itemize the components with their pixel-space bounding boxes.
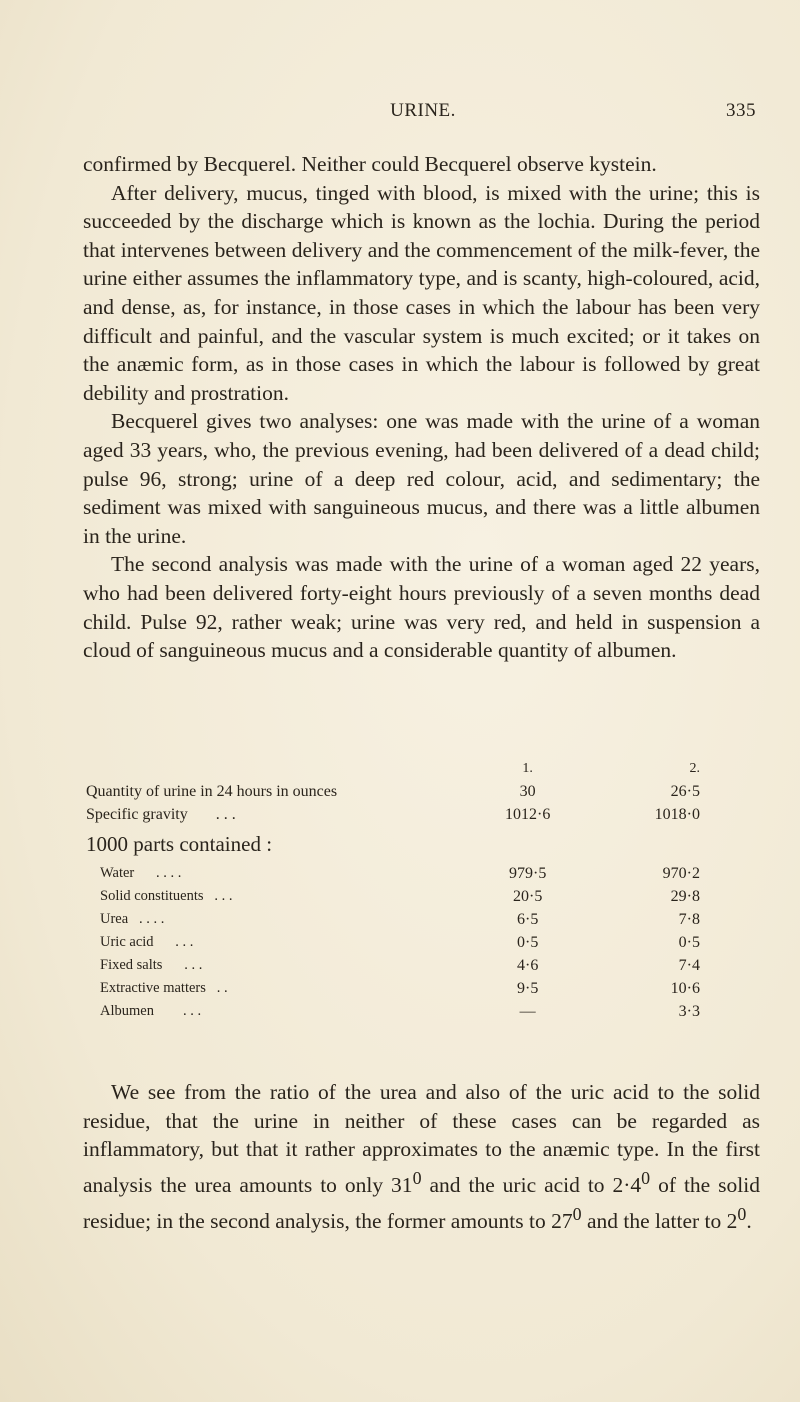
table-row xyxy=(86,780,706,803)
table-column-headers xyxy=(86,758,706,780)
page-number: 335 xyxy=(726,100,756,121)
cell-value-2: 7·4 xyxy=(678,956,700,974)
cell-value-1: 9·5 xyxy=(516,979,539,997)
running-title: URINE. xyxy=(390,100,456,121)
cell-value-2: 1018·0 xyxy=(654,805,700,823)
leader-dots: . . . xyxy=(182,1003,202,1019)
row-label: Extractive matters . . xyxy=(100,980,228,996)
table-row xyxy=(86,977,706,1000)
table-row xyxy=(86,931,706,954)
table-section-heading xyxy=(86,826,706,862)
cell-value-1: — xyxy=(519,1002,536,1020)
leader-dots: . . . xyxy=(214,888,233,904)
cell-value-2: 10·6 xyxy=(670,979,700,997)
leader-dots: . . . xyxy=(184,957,203,973)
cell-value-1: 979·5 xyxy=(508,864,547,882)
percent-fraction: 0 xyxy=(641,1167,651,1188)
leader-dots: . . . . xyxy=(139,911,165,927)
percent-fraction: 0 xyxy=(572,1203,582,1224)
cell-value-1: 6·5 xyxy=(516,910,539,928)
table-row xyxy=(86,803,706,826)
cell-value-2: 7·8 xyxy=(678,910,700,928)
table-row xyxy=(86,1000,706,1023)
table-row xyxy=(86,908,706,931)
cell-value-1: 0·5 xyxy=(516,933,539,951)
row-label: Albumen . . . xyxy=(100,1003,202,1019)
leader-dots: . . . xyxy=(215,805,236,823)
row-label: Water . . . . xyxy=(100,865,182,881)
row-label: Urea . . . . xyxy=(100,911,165,927)
paragraph: The second analysis was made with the urine of a woman aged 22 years, who had been delivered forty-eight hours previously of a seven months dead child. Pulse 92, rather weak; urine was very red, and held in suspension a cloud of sanguineous mucus and a considerable quantity of albumen. xyxy=(83,552,760,663)
cell-value-2: 3·3 xyxy=(678,1002,700,1020)
row-label: Specific gravity . . . xyxy=(86,805,236,823)
column-header-1: 1. xyxy=(522,761,533,776)
row-label: Uric acid . . . xyxy=(100,934,194,950)
analysis-table xyxy=(86,758,706,1023)
table-row xyxy=(86,954,706,977)
paragraph: Becquerel gives two analyses: one was made with the urine of a woman aged 33 years, who, the previous evening, had been delivered of a dead child; pulse 96, strong; urine of a deep red colour, acid, and sedimentary; the sediment was mixed with sanguineous mucus, and there was a little albumen in the urine. xyxy=(83,409,760,548)
running-header xyxy=(90,100,756,130)
table-row xyxy=(86,885,706,908)
leader-dots: . . . xyxy=(175,934,194,950)
column-header-2: 2. xyxy=(689,761,700,776)
paragraph: We see from the ratio of the urea and also of the uric acid to the solid residue, that the urine in neither of these cases can be regarded as inflammatory, but that it rather approximates to the anæmic type. In the first analysis the urea amounts to only $31^0$ and the uric acid to $2\cdot 4^0$ of the solid residue; in the second analysis, the former amounts to $27^0$ and the latter to $2^0$. xyxy=(83,1080,760,1233)
table-row xyxy=(86,862,706,885)
leader-dots: . . xyxy=(216,980,228,996)
cell-value-2: 29·8 xyxy=(670,887,700,905)
body-text-bottom xyxy=(83,1078,760,1235)
cell-value-2: 26·5 xyxy=(670,782,700,800)
paragraph: After delivery, mucus, tinged with blood, is mixed with the urine; this is succeeded by the discharge which is known as the lochia. During the period that intervenes between delivery and the commencement of the milk-fever, the urine either assumes the inflammatory type, and is scanty, high-coloured, acid, and dense, as, for instance, in those cases in which the labour has been very difficult and painful, and the vascular system is much excited; or it takes on the anæmic form, as in those cases in which the labour is followed by great debility and prostration. xyxy=(83,180,760,405)
body-text-top xyxy=(83,150,760,665)
cell-value-1: 20·5 xyxy=(512,887,543,905)
row-label: Quantity of urine in 24 hours in ounces xyxy=(86,782,338,800)
percent-fraction: 0 xyxy=(737,1203,747,1224)
percent-fraction: 0 xyxy=(412,1167,422,1188)
cell-value-2: 0·5 xyxy=(678,933,700,951)
cell-value-1: 30 xyxy=(519,782,536,800)
paragraph: confirmed by Becquerel. Neither could Becquerel observe kystein. xyxy=(83,152,657,176)
leader-dots: . . . . xyxy=(156,865,182,881)
row-label: Fixed salts . . . xyxy=(100,957,203,973)
row-label: Solid constituents . . . xyxy=(100,888,233,904)
section-label: 1000 parts contained : xyxy=(86,831,273,856)
cell-value-2: 970·2 xyxy=(662,864,700,882)
cell-value-1: 1012·6 xyxy=(504,805,551,823)
cell-value-1: 4·6 xyxy=(516,956,539,974)
